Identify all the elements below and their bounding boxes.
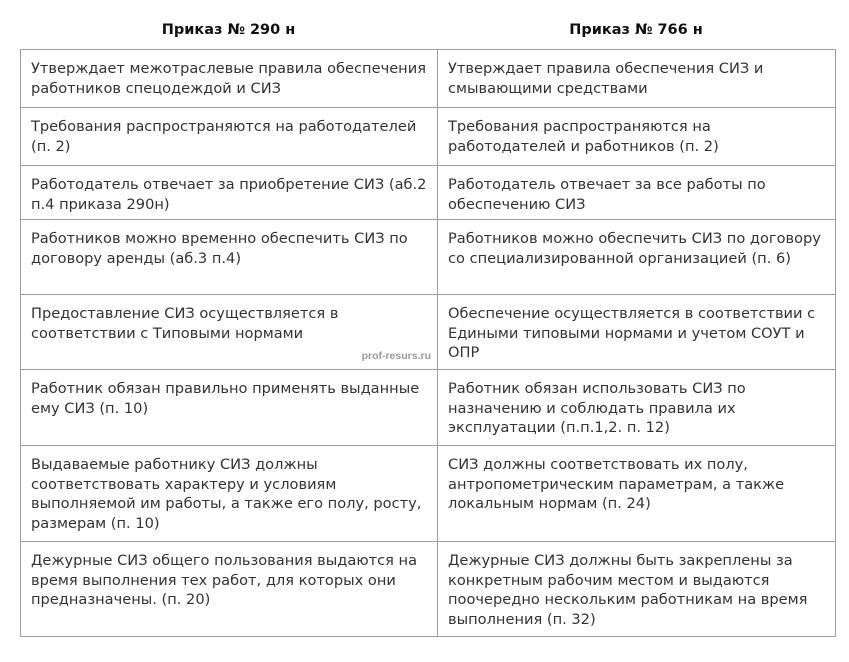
table-row — [21, 50, 836, 108]
table-row — [21, 220, 836, 295]
table-row — [21, 166, 836, 220]
cell-290n: Выдаваемые работнику СИЗ должны соответствовать характеру и условиям выполняемой им работы, а также его полу, росту, размерам (п. 10) — [21, 446, 438, 542]
cell-290n: Дежурные СИЗ общего пользования выдаются на время выполнения тех работ, для которых они предназначены. (п. 20) — [21, 542, 438, 637]
cell-766n: Работников можно обеспечить СИЗ по договору со специализированной организацией (п. 6) — [438, 220, 836, 295]
table-row — [21, 295, 836, 370]
cell-766n: Работник обязан использовать СИЗ по назначению и соблюдать правила их эксплуатации (п.п.1,2. п. 12) — [438, 370, 836, 446]
header-order-766n: Приказ № 766 н — [569, 22, 703, 38]
cell-290n — [21, 295, 438, 370]
cell-766n: СИЗ должны соответствовать их полу, антропометрическим параметрам, а также локальным нормам (п. 24) — [438, 446, 836, 542]
cell-766n: Дежурные СИЗ должны быть закреплены за конкретным рабочим местом и выдаются поочередно нескольким работникам на время выполнения (п. 32) — [438, 542, 836, 637]
cell-766n: Обеспечение осуществляется в соответствии с Едиными типовыми нормами и учетом СОУТ и ОПР — [438, 295, 836, 370]
cell-290n: Утверждает межотраслевые правила обеспечения работников спецодеждой и СИЗ — [21, 50, 438, 108]
cell-766n: Требования распространяются на работодателей и работников (п. 2) — [438, 108, 836, 166]
cell-290n: Работников можно временно обеспечить СИЗ по договору аренды (аб.3 п.4) — [21, 220, 438, 295]
cell-290n: Работодатель отвечает за приобретение СИЗ (аб.2 п.4 приказа 290н) — [21, 166, 438, 220]
table-row — [21, 446, 836, 542]
header-order-290n: Приказ № 290 н — [161, 22, 296, 38]
table-row — [21, 108, 836, 166]
table-row — [21, 542, 836, 637]
cell-290n: Работник обязан правильно применять выданные ему СИЗ (п. 10) — [21, 370, 438, 446]
comparison-table — [20, 49, 836, 637]
cell-766n: Работодатель отвечает за все работы по обеспечению СИЗ — [438, 166, 836, 220]
cell-766n: Утверждает правила обеспечения СИЗ и смывающими средствами — [438, 50, 836, 108]
table-row — [21, 370, 836, 446]
cell-290n: Требования распространяются на работодателей (п. 2) — [21, 108, 438, 166]
watermark: prof-resurs.ru — [361, 349, 431, 362]
table-header — [20, 22, 835, 44]
cell-text: Предоставление СИЗ осуществляется в соответствии с Типовыми нормами — [31, 305, 339, 342]
